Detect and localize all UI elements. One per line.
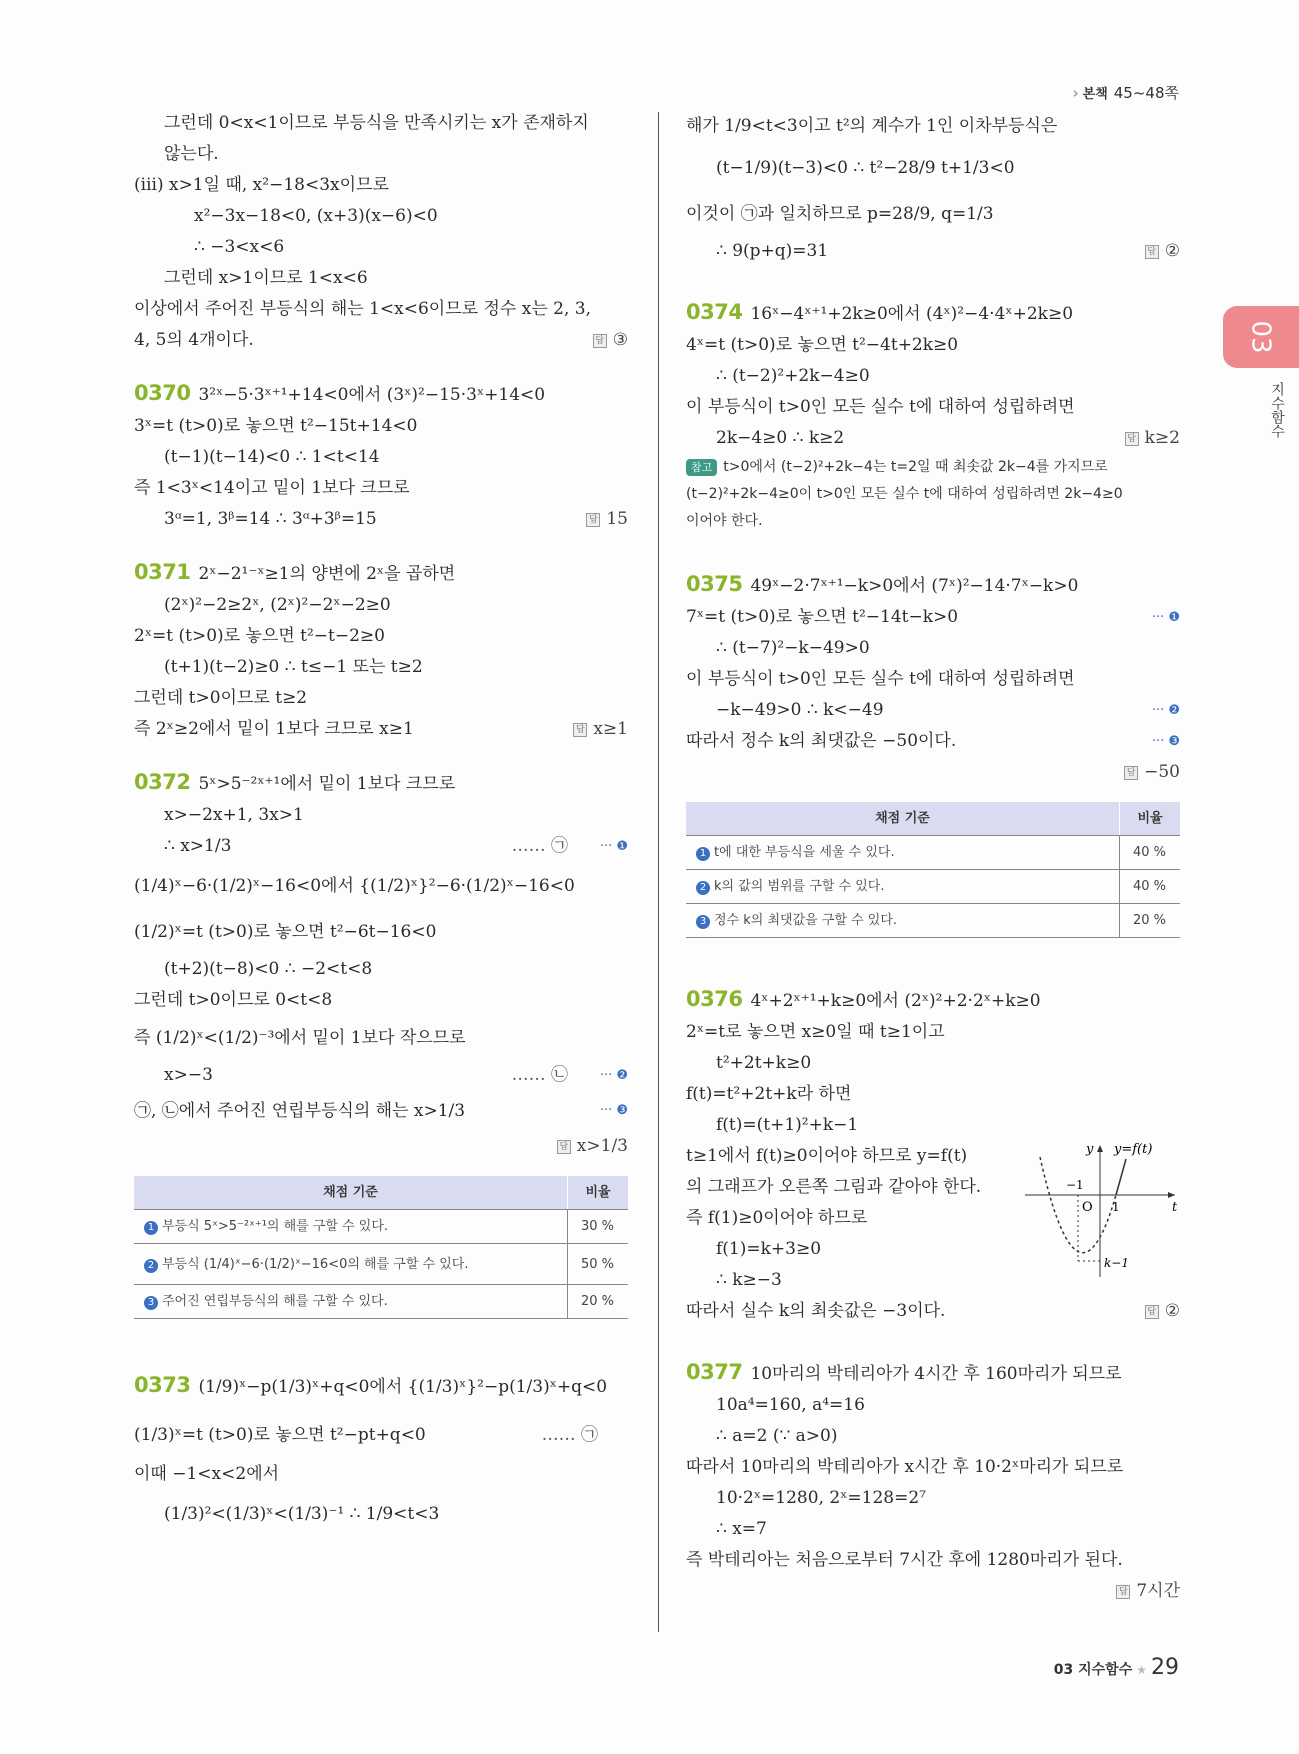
svg-text:t: t [1172, 1200, 1178, 1215]
text-line: 그런데 x>1이므로 1<x<6 [164, 268, 368, 288]
text-line: 10a⁴=160, a⁴=16 [716, 1395, 865, 1415]
chapter-tab[interactable] [1223, 306, 1299, 368]
answer: 답 x≥1 [573, 714, 628, 745]
step-marker: ··· ❷ [1151, 703, 1180, 718]
chevron-right-icon: › [1072, 84, 1079, 102]
text-line: ∴ a=2 (∵ a>0) [716, 1426, 838, 1446]
problem-number: 0376 [686, 987, 743, 1011]
table-row: 1 t에 대한 부등식을 세울 수 있다. 40 % [686, 836, 1180, 870]
answer: 답 ② [1145, 1296, 1180, 1327]
answer-icon: 답 [1145, 245, 1159, 259]
text-line: 즉 박테리아는 처음으로부터 7시간 후에 1280마리가 된다. [686, 1550, 1123, 1570]
table-row: 1 부등식 5ˣ>5⁻²ˣ⁺¹의 해를 구할 수 있다. 30 % [134, 1210, 628, 1244]
text-line: t≥1에서 f(t)≥0이어야 하므로 y=f(t) [686, 1146, 968, 1166]
text-line: ∴ x=7 [716, 1519, 767, 1539]
svg-text:O: O [1082, 1200, 1093, 1215]
text-line: x²−3x−18<0, (x+3)(x−6)<0 [194, 206, 438, 226]
chapter-name: 지수함수 [1269, 382, 1285, 438]
answer-icon: 답 [1116, 1585, 1130, 1599]
text-line: 그런데 t>0이므로 0<t<8 [134, 990, 333, 1010]
text-line: ∴ x>1/3 …… ㉠ ··· ❶ [134, 831, 628, 862]
text-line: ∴ −3<x<6 [194, 237, 285, 257]
answer-icon: 답 [593, 334, 607, 348]
text-line: (t−1)(t−14)<0 ∴ 1<t<14 [164, 447, 380, 467]
problem-number: 0371 [134, 560, 191, 584]
text-line: 그런데 t>0이므로 t≥2 [134, 688, 308, 708]
text-line: (2ˣ)²−2≥2ˣ, (2ˣ)²−2ˣ−2≥0 [164, 595, 391, 615]
grading-criteria-table: 채점 기준 비율 1 t에 대한 부등식을 세울 수 있다. 40 % 2 k의 값의 범위를 구할 수 있다. 40 % 3 정수 k의 최댓값을 구할 수 있다. 20 % [686, 802, 1180, 938]
text-line: ∴ (t−2)²+2k−4≥0 [716, 366, 870, 386]
text-line: 2k−4≥0 ∴ k≥2 답 k≥2 [686, 423, 1180, 454]
problem-0376: 0376 4ˣ+2ˣ⁺¹+k≥0에서 (2ˣ)²+2·2ˣ+k≥0 2ˣ=t로 놓으면 x≥0일 때 t≥1이고 t²+2t+k≥0 f(t)=t²+2t+k라 하면 f(t)=(t+1)²+k−1 y y=f(t) t O −1 1 k−1 t≥1에서 f(t)≥0이어야 하므로 y=f(t) 의 그래프가 오른쪽 그림과 같아야 한다. 즉 f(1)≥0이어야 하므로 f(1)=k+3≥0 ∴ k≥−3 따라서 실수 k의 최솟값은 −3이다. 답 ② [686, 984, 1180, 1327]
text-line: 의 그래프가 오른쪽 그림과 같아야 한다. [686, 1177, 982, 1197]
text-line: (1/2)ˣ=t (t>0)로 놓으면 t²−6t−16<0 [134, 922, 437, 942]
text-line: ㉠, ㉡에서 주어진 연립부등식의 해는 x>1/3 ··· ❸ [134, 1091, 628, 1131]
step-number-icon: 1 [696, 847, 710, 861]
text-line: 이 부등식이 t>0인 모든 실수 t에 대하여 성립하려면 [686, 669, 1075, 689]
step-number-icon: 3 [144, 1296, 158, 1310]
step-number-icon: 3 [696, 915, 710, 929]
problem-0372: 0372 5ˣ>5⁻²ˣ⁺¹에서 밑이 1보다 크므로 x>−2x+1, 3x>1 ∴ x>1/3 …… ㉠ ··· ❶ (1/4)ˣ−6·(1/2)ˣ−16<0에서 {(1/2)ˣ}²−6·(1/2)ˣ−16<0 (1/2)ˣ=t (t>0)로 놓으면 t²−6t−16<0 (t+2)(t−8)<0 ∴ −2<t<8 그런데 t>0이므로 0<t<8 즉 (1/2)ˣ<(1/2)⁻³에서 밑이 1보다 작으므로 x>−3 …… ㉡ ··· ❷ ㉠, ㉡에서 주어진 연립부등식의 해는 x>1/3 ··· ❸ 답 x>1/3 채점 기준 비율 1 부등식 5ˣ>5⁻²ˣ⁺¹의 해를 구할 수 있다. 30 % 2 부등식 (1/4)ˣ−6·(1/2)ˣ−16<0의 해를 구할 수 있다. 50 % 3 주어진 연립부등식의 해를 구할 수 있다. 20 % [134, 767, 628, 1319]
step-number-icon: 2 [144, 1259, 158, 1273]
text-line: t²+2t+k≥0 [716, 1053, 812, 1073]
step-marker: ··· ❸ [1151, 734, 1180, 749]
text-line: 해가 1/9<t<3이고 t²의 계수가 1인 이차부등식은 [686, 116, 1058, 136]
text-line: 즉 1<3ˣ<14이고 밑이 1보다 크므로 [134, 478, 410, 498]
text-line: (t−1/9)(t−3)<0 ∴ t²−28/9 t+1/3<0 [716, 158, 1015, 178]
text-line: −k−49>0 ∴ k<−49 ··· ❷ [686, 695, 1180, 726]
text-line: f(1)=k+3≥0 [716, 1239, 822, 1259]
text-line: f(t)=(t+1)²+k−1 [716, 1115, 859, 1135]
text-line: 이때 −1<x<2에서 [134, 1464, 280, 1484]
chapter-number: 03 [1246, 320, 1276, 354]
problem-0374: 0374 16ˣ−4ˣ⁺¹+2k≥0에서 (4ˣ)²−4·4ˣ+2k≥0 4ˣ=t (t>0)로 놓으면 t²−4t+2k≥0 ∴ (t−2)²+2k−4≥0 이 부등식이 t>0인 모든 실수 t에 대하여 성립하려면 2k−4≥0 ∴ k≥2 답 k≥2 참고 t>0에서 (t−2)²+2k−4는 t=2일 때 최솟값 2k−4를 가지므로 (t−2)²+2k−4≥0이 t>0인 모든 실수 t에 대하여 성립하려면 2k−4≥0 이어야 한다. [686, 297, 1180, 535]
answer: 답 7시간 [1116, 1576, 1180, 1607]
text-line: 즉 f(1)≥0이어야 하므로 [686, 1208, 868, 1228]
problem-0373: 0373 (1/9)ˣ−p(1/3)ˣ+q<0에서 {(1/3)ˣ}²−p(1/3)ˣ+q<0 (1/3)ˣ=t (t>0)로 놓으면 t²−pt+q<0 …… ㉠ 이때 −1<x<2에서 (1/3)²<(1/3)ˣ<(1/3)⁻¹ ∴ 1/9<t<3 [134, 1361, 628, 1538]
step-number-icon: 2 [696, 881, 710, 895]
text-line: 즉 2ˣ≥2에서 밑이 1보다 크므로 x≥1 답 x≥1 [134, 714, 628, 745]
text-line: (t+1)(t−2)≥0 ∴ t≤−1 또는 t≥2 [164, 657, 423, 677]
text-line: 이 부등식이 t>0인 모든 실수 t에 대하여 성립하려면 [686, 397, 1075, 417]
text-line: 이것이 ㉠과 일치하므로 p=28/9, q=1/3 [686, 204, 994, 224]
text-line: 않는다. [164, 144, 219, 164]
table-row: 3 정수 k의 최댓값을 구할 수 있다. 20 % [686, 904, 1180, 938]
text-line: 2ˣ=t (t>0)로 놓으면 t²−t−2≥0 [134, 626, 385, 646]
step-marker: ··· ❷ [599, 1068, 628, 1083]
text-line: 따라서 정수 k의 최댓값은 −50이다. ··· ❸ [686, 726, 1180, 757]
text-line: ∴ k≥−3 [716, 1270, 782, 1290]
text-line: (1/3)²<(1/3)ˣ<(1/3)⁻¹ ∴ 1/9<t<3 [164, 1504, 440, 1524]
problem-0377: 0377 10마리의 박테리아가 4시간 후 160마리가 되므로 10a⁴=160, a⁴=16 ∴ a=2 (∵ a>0) 따라서 10마리의 박테리아가 x시간 후 10·2ˣ마리가 되므로 10·2ˣ=1280, 2ˣ=128=2⁷ ∴ x=7 즉 박테리아는 처음으로부터 7시간 후에 1280마리가 된다. 답 7시간 [686, 1357, 1180, 1607]
text-line: (t+2)(t−8)<0 ∴ −2<t<8 [164, 959, 373, 979]
column-divider [658, 112, 659, 1632]
text-line [134, 1131, 628, 1162]
star-icon: ★ [1136, 1663, 1147, 1677]
text-line: 따라서 실수 k의 최솟값은 −3이다. 답 ② [686, 1296, 1180, 1327]
table-row: 2 k의 값의 범위를 구할 수 있다. 40 % [686, 870, 1180, 904]
text-line: 3ᵅ=1, 3ᵝ=14 ∴ 3ᵅ+3ᵝ=15 답 15 [134, 504, 628, 535]
text-line: 4ˣ=t (t>0)로 놓으면 t²−4t+2k≥0 [686, 335, 959, 355]
problem-number: 0370 [134, 381, 191, 405]
text-line: x>−3 …… ㉡ ··· ❷ [134, 1060, 628, 1091]
problem-0371: 0371 2ˣ−2¹⁻ˣ≥1의 양변에 2ˣ을 곱하면 (2ˣ)²−2≥2ˣ, (2ˣ)²−2ˣ−2≥0 2ˣ=t (t>0)로 놓으면 t²−t−2≥0 (t+1)(t−2)≥0 ∴ t≤−1 또는 t≥2 그런데 t>0이므로 t≥2 즉 2ˣ≥2에서 밑이 1보다 크므로 x≥1 답 x≥1 [134, 557, 628, 745]
svg-text:y=f(t): y=f(t) [1114, 1142, 1153, 1157]
text-line [686, 757, 1180, 788]
step-marker: ··· ❶ [1151, 610, 1180, 625]
table-row: 3 주어진 연립부등식의 해를 구할 수 있다. 20 % [134, 1285, 628, 1319]
text-line: ∴ (t−7)²−k−49>0 [716, 638, 870, 658]
answer: 답 −50 [1124, 757, 1180, 788]
ref-label: 본책 [1082, 87, 1108, 102]
problem-number: 0377 [686, 1360, 743, 1384]
problem-0370: 0370 3²ˣ−5·3ˣ⁺¹+14<0에서 (3ˣ)²−15·3ˣ+14<0 3ˣ=t (t>0)로 놓으면 t²−15t+14<0 (t−1)(t−14)<0 ∴ 1<t<14 즉 1<3ˣ<14이고 밑이 1보다 크므로 3ᵅ=1, 3ᵝ=14 ∴ 3ᵅ+3ᵝ=15 답 15 [134, 378, 628, 535]
answer-icon: 답 [1145, 1305, 1159, 1319]
answer: 답 15 [586, 504, 628, 535]
answer-icon: 답 [557, 1140, 571, 1154]
answer-icon: 답 [573, 723, 587, 737]
reference-note: 참고 t>0에서 (t−2)²+2k−4는 t=2일 때 최솟값 2k−4를 가지므로 (t−2)²+2k−4≥0이 t>0인 모든 실수 t에 대하여 성립하려면 2k−4≥0 이어야 한다. [686, 459, 1123, 529]
text-line: 10·2ˣ=1280, 2ˣ=128=2⁷ [716, 1488, 926, 1508]
footer-chapter: 03 지수함수 [1053, 1662, 1133, 1678]
page-footer [1054, 1655, 1179, 1680]
svg-text:k−1: k−1 [1104, 1256, 1129, 1270]
problem-number: 0372 [134, 770, 191, 794]
text-line: 그런데 0<x<1이므로 부등식을 만족시키는 x가 존재하지 [164, 113, 589, 133]
text-line: x>−2x+1, 3x>1 [164, 805, 304, 825]
text-line: 3ˣ=t (t>0)로 놓으면 t²−15t+14<0 [134, 416, 418, 436]
problem-number: 0373 [134, 1373, 191, 1397]
answer-icon: 답 [1125, 432, 1139, 446]
text-line: ∴ 9(p+q)=31 답 ② [686, 236, 1180, 267]
svg-text:1: 1 [1112, 1200, 1120, 1214]
left-column [134, 108, 628, 1538]
text-line: 즉 (1/2)ˣ<(1/2)⁻³에서 밑이 1보다 작으므로 [134, 1028, 466, 1048]
step-marker: ··· ❶ [599, 839, 628, 854]
text-line: 4, 5의 4개이다. 답 ③ [134, 325, 628, 356]
svg-text:y: y [1086, 1142, 1094, 1157]
problem-0375: 0375 49ˣ−2·7ˣ⁺¹−k>0에서 (7ˣ)²−14·7ˣ−k>0 7ˣ=t (t>0)로 놓으면 t²−14t−k>0 ··· ❶ ∴ (t−7)²−k−49>0 이 부등식이 t>0인 모든 실수 t에 대하여 성립하려면 −k−49>0 ∴ k<−49 ··· ❷ 따라서 정수 k의 최댓값은 −50이다. ··· ❸ 답 −50 채점 기준 비율 1 t에 대한 부등식을 세울 수 있다. 40 % 2 k의 값의 범위를 구할 수 있다. 40 % 3 정수 k의 최댓값을 구할 수 있다. 20 % [686, 569, 1180, 938]
text-line: (1/3)ˣ=t (t>0)로 놓으면 t²−pt+q<0 …… ㉠ [134, 1425, 598, 1445]
text-line: (1/4)ˣ−6·(1/2)ˣ−16<0에서 {(1/2)ˣ}²−6·(1/2)ˣ−16<0 [134, 876, 575, 896]
svg-text:−1: −1 [1066, 1178, 1084, 1192]
text-line: (iii) x>1일 때, x²−18<3x이므로 [134, 175, 389, 195]
answer-icon: 답 [586, 513, 600, 527]
answer: 답 ② [1145, 236, 1180, 267]
problem-number: 0375 [686, 572, 743, 596]
step-number-icon: 1 [144, 1221, 158, 1235]
page-number: 29 [1151, 1655, 1179, 1680]
step-marker: ··· ❸ [599, 1103, 628, 1118]
text-line [686, 1576, 1180, 1607]
grading-criteria-table: 채점 기준 비율 1 부등식 5ˣ>5⁻²ˣ⁺¹의 해를 구할 수 있다. 30 % 2 부등식 (1/4)ˣ−6·(1/2)ˣ−16<0의 해를 구할 수 있다. 50 % 3 주어진 연립부등식의 해를 구할 수 있다. 20 % [134, 1176, 628, 1319]
text-line: f(t)=t²+2t+k라 하면 [686, 1084, 852, 1104]
answer: 답 ③ [593, 325, 628, 356]
ref-pages: 45~48쪽 [1113, 84, 1179, 102]
right-column [686, 108, 1180, 1607]
note-badge: 참고 [686, 459, 717, 476]
text-line: 7ˣ=t (t>0)로 놓으면 t²−14t−k>0 ··· ❶ [686, 602, 1180, 633]
page-reference [1072, 82, 1179, 103]
table-row: 2 부등식 (1/4)ˣ−6·(1/2)ˣ−16<0의 해를 구할 수 있다. 50 % [134, 1244, 628, 1285]
answer-icon: 답 [1124, 766, 1138, 780]
answer: 답 k≥2 [1125, 423, 1180, 454]
text-line: 2ˣ=t로 놓으면 x≥0일 때 t≥1이고 [686, 1022, 945, 1042]
answer: 답 x>1/3 [557, 1131, 628, 1162]
text-line: 이상에서 주어진 부등식의 해는 1<x<6이므로 정수 x는 2, 3, [134, 299, 591, 319]
problem-number: 0374 [686, 300, 743, 324]
text-line: 따라서 10마리의 박테리아가 x시간 후 10·2ˣ마리가 되므로 [686, 1457, 1124, 1477]
